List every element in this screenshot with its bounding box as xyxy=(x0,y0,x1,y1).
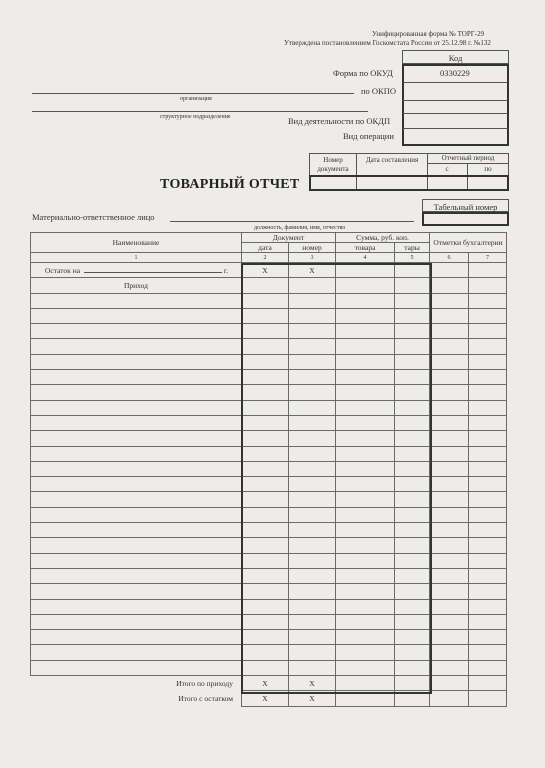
table-cell[interactable] xyxy=(469,308,507,323)
table-cell[interactable] xyxy=(336,507,395,522)
table-cell[interactable] xyxy=(242,370,289,385)
column-number: 7 xyxy=(469,253,507,263)
table-cell[interactable] xyxy=(395,599,430,614)
table-cell[interactable] xyxy=(289,431,336,446)
table-cell[interactable] xyxy=(469,584,507,599)
table-cell[interactable] xyxy=(430,415,469,430)
table-cell[interactable] xyxy=(31,492,242,507)
table-row xyxy=(31,507,507,522)
table-cell[interactable] xyxy=(242,492,289,507)
table-cell[interactable] xyxy=(31,385,242,400)
table-cell[interactable] xyxy=(31,431,242,446)
table-row xyxy=(31,553,507,568)
table-row xyxy=(31,538,507,553)
accounting-marks-header: Отметки бухгалтерии xyxy=(430,233,507,253)
table-cell[interactable] xyxy=(242,660,289,675)
table-row xyxy=(31,415,507,430)
balance-cell xyxy=(31,263,242,278)
table-cell[interactable] xyxy=(31,308,242,323)
table-cell[interactable] xyxy=(469,538,507,553)
table-cell[interactable] xyxy=(289,400,336,415)
table-cell[interactable] xyxy=(395,354,430,369)
table-cell[interactable] xyxy=(289,538,336,553)
table-cell[interactable] xyxy=(395,415,430,430)
table-cell[interactable] xyxy=(289,584,336,599)
table-cell[interactable] xyxy=(31,446,242,461)
total-balance-label: Итого с остатком xyxy=(31,691,242,706)
divider xyxy=(403,82,508,83)
table-cell[interactable] xyxy=(336,370,395,385)
table-cell[interactable] xyxy=(289,354,336,369)
table-cell[interactable] xyxy=(242,477,289,492)
table-cell[interactable] xyxy=(469,645,507,660)
table-cell[interactable] xyxy=(336,415,395,430)
department-caption: структурное подразделение xyxy=(160,114,231,120)
table-cell[interactable] xyxy=(336,477,395,492)
table-cell[interactable] xyxy=(430,308,469,323)
table-cell[interactable] xyxy=(336,308,395,323)
table-cell[interactable] xyxy=(31,293,242,308)
tab-number-field[interactable] xyxy=(422,212,509,226)
table-cell[interactable] xyxy=(31,553,242,568)
responsible-person-label: Материально-ответственное лицо xyxy=(32,212,155,222)
table-cell[interactable] xyxy=(31,339,242,354)
balance-label: Остаток на xyxy=(45,265,81,275)
table-cell[interactable] xyxy=(469,400,507,415)
responsible-person-line[interactable] xyxy=(170,221,414,222)
table-cell[interactable] xyxy=(289,523,336,538)
table-cell[interactable] xyxy=(430,339,469,354)
table-cell[interactable] xyxy=(242,324,289,339)
column-number: 5 xyxy=(395,253,430,263)
table-cell[interactable] xyxy=(289,614,336,629)
table-cell[interactable] xyxy=(242,568,289,583)
table-cell[interactable] xyxy=(289,446,336,461)
table-cell[interactable] xyxy=(242,339,289,354)
table-cell[interactable] xyxy=(395,553,430,568)
table-cell[interactable] xyxy=(31,584,242,599)
table-cell[interactable] xyxy=(336,400,395,415)
table-cell[interactable] xyxy=(242,385,289,400)
name-column-header: Наименование xyxy=(31,233,242,253)
table-cell[interactable] xyxy=(395,492,430,507)
table-cell[interactable] xyxy=(395,370,430,385)
column-number: 2 xyxy=(242,253,289,263)
table-row xyxy=(31,568,507,583)
table-cell[interactable] xyxy=(242,308,289,323)
table-cell[interactable] xyxy=(469,324,507,339)
table-cell[interactable] xyxy=(395,324,430,339)
table-cell[interactable] xyxy=(469,415,507,430)
period-from-label: с xyxy=(445,165,449,173)
table-cell[interactable] xyxy=(289,370,336,385)
table-row xyxy=(31,461,507,476)
x-mark: X xyxy=(242,676,289,691)
table-row xyxy=(31,599,507,614)
x-mark: X xyxy=(289,691,336,706)
table-cell[interactable] xyxy=(430,293,469,308)
table-cell[interactable] xyxy=(336,614,395,629)
table-cell[interactable] xyxy=(336,293,395,308)
balance-year-suffix: г. xyxy=(223,265,229,275)
table-cell[interactable] xyxy=(469,630,507,645)
table-cell[interactable] xyxy=(242,431,289,446)
table-row xyxy=(31,584,507,599)
sum-column-header: Сумма, руб. коп. xyxy=(336,233,430,243)
table-cell[interactable] xyxy=(242,461,289,476)
table-cell[interactable] xyxy=(289,385,336,400)
table-cell[interactable] xyxy=(31,568,242,583)
table-cell[interactable] xyxy=(395,523,430,538)
table-cell[interactable] xyxy=(430,461,469,476)
table-cell[interactable] xyxy=(336,630,395,645)
total-balance-row xyxy=(31,691,507,706)
table-cell[interactable] xyxy=(289,293,336,308)
balance-row xyxy=(31,263,507,278)
table-cell[interactable] xyxy=(242,538,289,553)
table-cell[interactable] xyxy=(289,599,336,614)
table-cell[interactable] xyxy=(395,538,430,553)
table-cell[interactable] xyxy=(469,339,507,354)
responsible-person-caption: должность, фамилия, имя, отчество xyxy=(254,225,346,231)
total-income-row xyxy=(31,676,507,691)
table-cell[interactable] xyxy=(430,599,469,614)
organization-line[interactable] xyxy=(32,93,354,94)
table-cell[interactable] xyxy=(395,446,430,461)
table-cell[interactable] xyxy=(430,553,469,568)
okud-code[interactable]: 0330229 xyxy=(440,68,470,78)
table-cell[interactable] xyxy=(469,492,507,507)
table-cell[interactable] xyxy=(336,492,395,507)
table-cell[interactable] xyxy=(430,354,469,369)
table-row xyxy=(31,400,507,415)
table-cell[interactable] xyxy=(469,461,507,476)
table-cell[interactable] xyxy=(469,614,507,629)
table-cell[interactable] xyxy=(430,630,469,645)
table-cell[interactable] xyxy=(469,660,507,675)
table-cell[interactable] xyxy=(336,645,395,660)
column-number: 6 xyxy=(430,253,469,263)
table-cell[interactable] xyxy=(31,645,242,660)
table-row xyxy=(31,308,507,323)
table-row xyxy=(31,492,507,507)
approval-note: Утверждена постановлением Госкомстата России от 25.12.98 г. №132 xyxy=(284,39,491,47)
total-income-label: Итого по приходу xyxy=(31,676,242,691)
table-cell[interactable] xyxy=(469,293,507,308)
divider xyxy=(403,128,508,129)
table-cell[interactable] xyxy=(469,446,507,461)
table-cell[interactable] xyxy=(430,446,469,461)
table-cell[interactable] xyxy=(430,614,469,629)
okud-label: Форма по ОКУД xyxy=(333,68,393,78)
table-cell[interactable] xyxy=(469,599,507,614)
table-cell[interactable] xyxy=(289,339,336,354)
table-cell[interactable] xyxy=(242,599,289,614)
column-number: 3 xyxy=(289,253,336,263)
table-cell[interactable] xyxy=(395,400,430,415)
table-cell[interactable] xyxy=(31,354,242,369)
table-cell[interactable] xyxy=(336,523,395,538)
table-row xyxy=(31,354,507,369)
table-cell[interactable] xyxy=(336,446,395,461)
table-cell[interactable] xyxy=(430,660,469,675)
table-cell[interactable] xyxy=(395,584,430,599)
table-cell[interactable] xyxy=(336,324,395,339)
table-cell[interactable] xyxy=(242,645,289,660)
table-cell[interactable] xyxy=(469,431,507,446)
table-cell[interactable] xyxy=(242,446,289,461)
okdp-label: Вид деятельности по ОКДП xyxy=(288,116,391,126)
table-cell[interactable] xyxy=(31,370,242,385)
table-cell[interactable] xyxy=(336,431,395,446)
table-cell[interactable] xyxy=(395,630,430,645)
divider xyxy=(403,100,508,101)
table-cell[interactable] xyxy=(242,630,289,645)
table-cell[interactable] xyxy=(242,553,289,568)
table-cell[interactable] xyxy=(289,507,336,522)
table-cell[interactable] xyxy=(430,538,469,553)
table-cell[interactable] xyxy=(430,431,469,446)
table-cell[interactable] xyxy=(336,339,395,354)
table-cell[interactable] xyxy=(469,553,507,568)
department-line[interactable] xyxy=(32,111,368,112)
x-mark: X xyxy=(289,676,336,691)
table-cell[interactable] xyxy=(31,599,242,614)
table-row xyxy=(31,477,507,492)
organization-caption: организация xyxy=(180,96,212,102)
table-cell[interactable] xyxy=(31,461,242,476)
table-cell[interactable] xyxy=(336,553,395,568)
table-cell[interactable] xyxy=(469,370,507,385)
table-cell[interactable] xyxy=(336,660,395,675)
table-cell[interactable] xyxy=(336,385,395,400)
table-cell[interactable] xyxy=(242,354,289,369)
table-cell[interactable] xyxy=(430,370,469,385)
income-row xyxy=(31,278,507,293)
divider xyxy=(403,113,508,114)
table-cell[interactable] xyxy=(336,599,395,614)
code-header: Код xyxy=(402,50,509,64)
x-mark: X xyxy=(242,263,289,278)
table-cell[interactable] xyxy=(395,645,430,660)
goods-column-header: товара xyxy=(336,243,395,253)
table-row xyxy=(31,385,507,400)
table-row xyxy=(31,339,507,354)
table-cell[interactable] xyxy=(31,324,242,339)
table-cell[interactable] xyxy=(469,385,507,400)
table-cell[interactable] xyxy=(395,461,430,476)
table-cell[interactable] xyxy=(430,400,469,415)
table-cell[interactable] xyxy=(469,523,507,538)
table-cell[interactable] xyxy=(395,293,430,308)
table-row xyxy=(31,293,507,308)
table-cell[interactable] xyxy=(336,354,395,369)
table-cell[interactable] xyxy=(31,538,242,553)
table-cell[interactable] xyxy=(395,660,430,675)
table-cell[interactable] xyxy=(395,431,430,446)
table-cell[interactable] xyxy=(430,523,469,538)
table-row xyxy=(31,630,507,645)
table-cell[interactable] xyxy=(289,568,336,583)
table-cell[interactable] xyxy=(289,492,336,507)
table-cell[interactable] xyxy=(289,645,336,660)
table-cell[interactable] xyxy=(31,415,242,430)
date-column-header: дата xyxy=(242,243,289,253)
table-cell[interactable] xyxy=(31,523,242,538)
table-cell[interactable] xyxy=(430,507,469,522)
table-cell[interactable] xyxy=(430,645,469,660)
table-cell[interactable] xyxy=(395,507,430,522)
table-row xyxy=(31,614,507,629)
table-cell[interactable] xyxy=(31,507,242,522)
number-column-header: номер xyxy=(289,243,336,253)
x-mark: X xyxy=(289,263,336,278)
table-cell[interactable] xyxy=(242,584,289,599)
unified-form-label: Унифицированная форма № ТОРГ-29 xyxy=(372,30,485,38)
table-cell[interactable] xyxy=(31,477,242,492)
period-to-label: по xyxy=(484,165,492,173)
table-cell[interactable] xyxy=(430,584,469,599)
table-row xyxy=(31,645,507,660)
table-row xyxy=(31,324,507,339)
table-cell[interactable] xyxy=(336,568,395,583)
document-column-header: Документ xyxy=(242,233,336,243)
table-row xyxy=(31,370,507,385)
table-cell[interactable] xyxy=(289,415,336,430)
table-cell[interactable] xyxy=(242,400,289,415)
table-cell[interactable] xyxy=(289,660,336,675)
table-cell[interactable] xyxy=(289,308,336,323)
table-cell[interactable] xyxy=(31,400,242,415)
table-cell[interactable] xyxy=(395,308,430,323)
operation-label: Вид операции xyxy=(343,131,394,141)
table-cell[interactable] xyxy=(289,461,336,476)
table-cell[interactable] xyxy=(31,660,242,675)
table-cell[interactable] xyxy=(242,507,289,522)
table-cell[interactable] xyxy=(469,354,507,369)
balance-date-line[interactable] xyxy=(84,272,222,273)
table-row xyxy=(31,431,507,446)
table-cell[interactable] xyxy=(430,477,469,492)
goods-report-table xyxy=(30,232,507,707)
table-cell[interactable] xyxy=(395,568,430,583)
container-column-header: тары xyxy=(395,243,430,253)
column-number: 4 xyxy=(336,253,395,263)
table-cell[interactable] xyxy=(336,584,395,599)
table-cell[interactable] xyxy=(430,385,469,400)
table-row xyxy=(31,660,507,675)
table-row xyxy=(31,523,507,538)
empty-rows xyxy=(31,293,507,675)
table-cell[interactable] xyxy=(395,477,430,492)
table-cell[interactable] xyxy=(242,523,289,538)
x-mark: X xyxy=(242,691,289,706)
table-cell[interactable] xyxy=(430,324,469,339)
table-cell[interactable] xyxy=(289,553,336,568)
column-number: 1 xyxy=(31,253,242,263)
okpo-label: по ОКПО xyxy=(361,86,397,96)
reporting-period-label: Отчетный период xyxy=(441,154,495,162)
table-cell[interactable] xyxy=(469,568,507,583)
table-cell[interactable] xyxy=(469,477,507,492)
table-cell[interactable] xyxy=(395,385,430,400)
tab-number-label: Табельный номер xyxy=(422,199,509,212)
table-cell[interactable] xyxy=(31,614,242,629)
document-values-box[interactable] xyxy=(309,175,509,191)
document-date-label: Дата составления xyxy=(365,156,419,164)
table-cell[interactable] xyxy=(336,461,395,476)
table-row xyxy=(31,446,507,461)
table-cell[interactable] xyxy=(336,538,395,553)
divider xyxy=(427,163,509,164)
document-title: ТОВАРНЫЙ ОТЧЕТ xyxy=(160,177,300,192)
table-cell[interactable] xyxy=(430,568,469,583)
table-cell[interactable] xyxy=(430,492,469,507)
table-cell[interactable] xyxy=(289,324,336,339)
table-cell[interactable] xyxy=(289,630,336,645)
table-cell[interactable] xyxy=(242,415,289,430)
table-cell[interactable] xyxy=(395,614,430,629)
table-cell[interactable] xyxy=(31,630,242,645)
table-cell[interactable] xyxy=(242,293,289,308)
table-cell[interactable] xyxy=(289,477,336,492)
table-cell[interactable] xyxy=(469,507,507,522)
table-cell[interactable] xyxy=(242,614,289,629)
document-number-label: Номер документа xyxy=(317,156,349,173)
table-cell[interactable] xyxy=(395,339,430,354)
income-label: Приход xyxy=(31,278,242,293)
